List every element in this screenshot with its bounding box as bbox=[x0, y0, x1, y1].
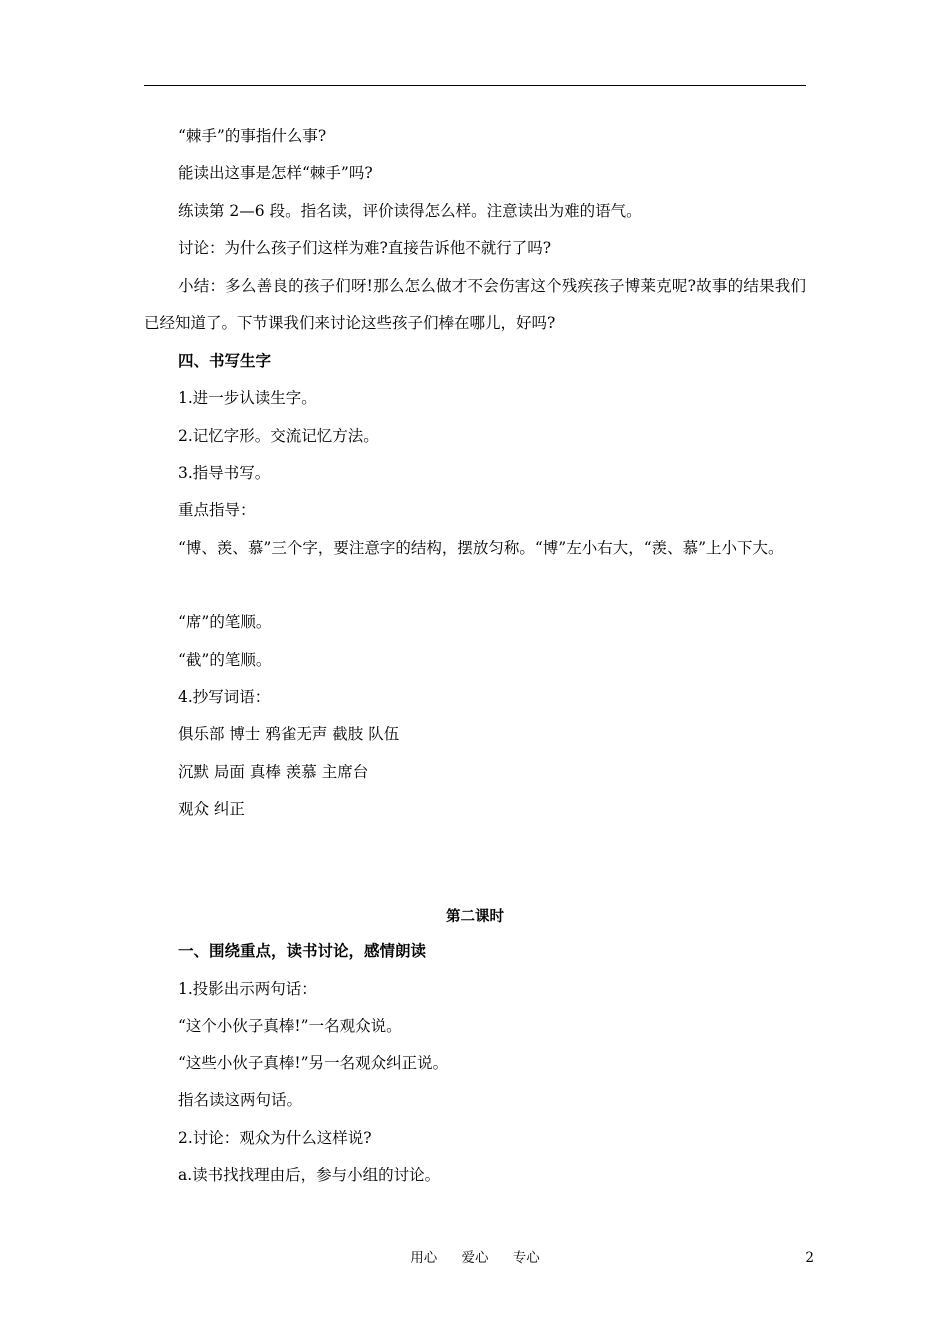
paragraph: 讨论：为什么孩子们这样为难?直接告诉他不就行了吗? bbox=[178, 239, 552, 257]
paragraph: 练读第 2—6 段。指名读，评价读得怎么样。注意读出为难的语气。 bbox=[178, 202, 642, 220]
list-item: 1.进一步认读生字。 bbox=[178, 389, 317, 407]
footer-item: 爱心 bbox=[461, 1250, 489, 1266]
list-item: 2.讨论：观众为什么这样说? bbox=[178, 1129, 372, 1147]
summary-paragraph: 小结：多么善良的孩子们呀!那么怎么做才不会伤害这个残疾孩子博莱克呢?故事的结果我们已经知道了。下节课我们来讨论这些孩子们棒在哪儿，好吗? bbox=[144, 277, 806, 332]
list-item: a.读书找找理由后，参与小组的讨论。 bbox=[178, 1166, 441, 1184]
paragraph: 重点指导： bbox=[178, 501, 256, 519]
page-number: 2 bbox=[805, 1250, 814, 1266]
word-list: 沉默 局面 真棒 羡慕 主席台 bbox=[178, 763, 369, 781]
section-heading: 四、书写生字 bbox=[178, 351, 272, 370]
paragraph: “席”的笔顺。 bbox=[178, 613, 272, 631]
footer-item: 用心 bbox=[410, 1250, 438, 1266]
footer-item: 专心 bbox=[512, 1250, 540, 1266]
paragraph: 能读出这事是怎样“棘手”吗? bbox=[178, 164, 373, 182]
paragraph: “截”的笔顺。 bbox=[178, 651, 272, 669]
word-list: 俱乐部 博士 鸦雀无声 截肢 队伍 bbox=[178, 725, 400, 743]
list-item: 3.指导书写。 bbox=[178, 464, 271, 482]
guidance-paragraph: “博、羡、慕”三个字，要注意字的结构，摆放匀称。“博”左小右大，“羡、慕”上小下大。 bbox=[178, 539, 784, 557]
lesson-title: 第二课时 bbox=[446, 908, 504, 925]
header-rule bbox=[144, 85, 806, 86]
quote: “这个小伙子真棒!”一名观众说。 bbox=[178, 1017, 402, 1035]
list-item: 4.抄写词语： bbox=[178, 688, 271, 706]
list-item: 1.投影出示两句话： bbox=[178, 980, 317, 998]
list-item: 2.记忆字形。交流记忆方法。 bbox=[178, 427, 379, 445]
quote: “这些小伙子真棒!”另一名观众纠正说。 bbox=[178, 1054, 449, 1072]
paragraph: “棘手”的事指什么事? bbox=[178, 127, 327, 145]
word-list: 观众 纠正 bbox=[178, 800, 245, 818]
section-heading: 一、围绕重点，读书讨论，感情朗读 bbox=[178, 941, 427, 960]
paragraph: 指名读这两句话。 bbox=[178, 1091, 303, 1109]
